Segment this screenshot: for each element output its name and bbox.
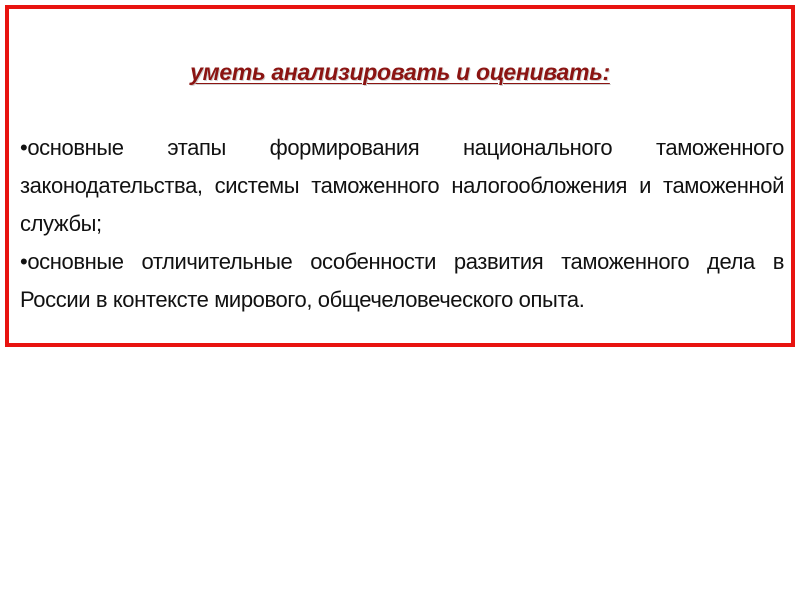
bullet-list (20, 129, 784, 319)
slide-heading: уметь анализировать и оценивать: (190, 59, 610, 85)
bullet-text: основные отличительные особенности развития таможенного дела в России в контексте мирового, общечеловеческого опыта. (20, 249, 784, 312)
bullet-marker: • (20, 135, 28, 160)
bullet-item-2 (20, 243, 784, 319)
bullet-text: основные этапы формирования национального таможенного законодательства, системы таможенного налогообложения и таможенной службы; (20, 135, 784, 236)
content-frame (5, 5, 795, 347)
bullet-item-1 (20, 129, 784, 243)
bullet-marker: • (20, 249, 28, 274)
